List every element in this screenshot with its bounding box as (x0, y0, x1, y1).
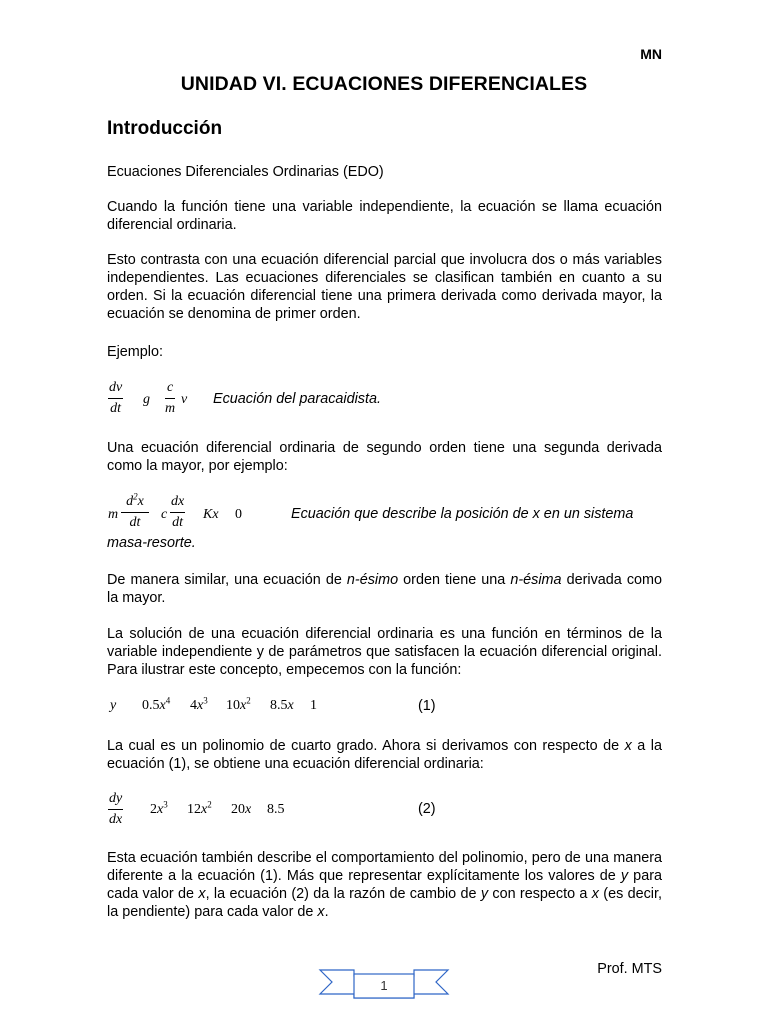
text-italic: x (591, 886, 599, 902)
fraction-denominator: m (165, 401, 176, 416)
fraction-denominator: dx (109, 812, 123, 827)
symbol-x: x (137, 494, 144, 509)
coefficient: 10 (226, 698, 240, 713)
fraction-denominator: dt (129, 515, 141, 530)
term-3 (226, 695, 251, 714)
fraction-dx-dt (170, 494, 185, 531)
symbol-x: x (245, 802, 252, 817)
fraction-numerator (121, 491, 149, 513)
section-heading: Introducción (107, 118, 223, 139)
paragraph-derivative (107, 737, 662, 773)
term-kx: Kx (203, 507, 219, 522)
symbol-x: x (159, 698, 166, 713)
exponent: 2 (246, 695, 251, 706)
text-run: La cual es un polinomio de cuarto grado. Ahora si derivamos con respecto de (107, 738, 625, 754)
label-text: Ecuación que describe la posición de (291, 506, 533, 522)
footer-author: Prof. MTS (597, 961, 662, 977)
coefficient: 8.5 (270, 698, 288, 713)
equation-parachutist-label: Ecuación del paracaidista. (213, 391, 381, 407)
text-run: (es decir, la pendiente) para cada valor de (107, 886, 662, 920)
text-run: . (324, 904, 329, 920)
text-italic: y (480, 886, 489, 902)
page-number: 1 (380, 978, 388, 993)
text-run: con respecto a (488, 886, 592, 902)
exponent: 3 (163, 799, 168, 810)
equation-mass-spring-label-cont: masa-resorte. (107, 535, 196, 551)
symbol-d: d (126, 494, 134, 509)
text-italic: n-ésima (510, 572, 562, 588)
paragraph-second-order: Una ecuación diferencial ordinaria de segundo orden tiene una segunda derivada como la mayor, por ejemplo: (107, 440, 662, 474)
coefficient: 2 (150, 802, 157, 817)
equation-2 (107, 791, 347, 835)
label-text: en un sistema (539, 506, 634, 522)
fraction-denominator: dt (110, 401, 122, 416)
exponent: 2 (133, 491, 138, 502)
paragraph-partial-contrast: Esto contrasta con una ecuación diferencial parcial que involucra dos o más variables independientes. Las ecuaciones diferenciales se clasifican también en cuanto a su orden. Si la ecuación diferencial tiene una primera derivada como derivada mayor, la ecuación se denomina de primer orden. (107, 252, 662, 322)
fraction-numerator: dy (108, 791, 123, 810)
text-run: para cada valor de (107, 868, 662, 902)
text-run: orden tiene una (398, 572, 511, 588)
symbol-v: v (181, 392, 188, 407)
equation-mass-spring-label (291, 506, 662, 522)
term-1 (142, 695, 171, 714)
paragraph-rate-of-change (107, 849, 662, 921)
text-run: De manera similar, una ecuación de (107, 572, 347, 588)
term-4 (270, 698, 294, 714)
text-italic: n-ésimo (346, 572, 399, 588)
coefficient: 20 (231, 802, 245, 817)
exponent: 3 (203, 695, 208, 706)
fraction-numerator: dv (108, 380, 123, 399)
term-3 (231, 802, 251, 818)
page-title: UNIDAD VI. ECUACIONES DIFERENCIALES (180, 73, 588, 95)
text-run: , la ecuación (2) da la razón de cambio de (205, 886, 481, 902)
symbol-x: x (157, 802, 164, 817)
fraction-c-m (165, 380, 175, 417)
paragraph-definition: Cuando la función tiene una variable independiente, la ecuación se llama ecuación diferencial ordinaria. (107, 199, 662, 233)
exponent: 2 (207, 799, 212, 810)
term-2 (187, 799, 212, 818)
paragraph-solution: La solución de una ecuación diferencial ordinaria es una función en términos de la variable independiente y de parámetros que satisfacen la ecuación diferencial original. Para ilustrar este concepto, empecemos con la función: (107, 626, 662, 678)
fraction-dv-dt (108, 380, 123, 417)
text-run: Esta ecuación también describe el comportamiento del polinomio, pero de una manera diferente a la ecuación (1). Más que representar explícitamente los valores de (107, 850, 662, 884)
text-italic: y (620, 868, 629, 884)
fraction-denominator: dt (172, 515, 184, 530)
symbol-m: m (108, 507, 119, 522)
text-italic: x (624, 738, 632, 754)
symbol-x: x (287, 698, 294, 713)
term-2 (190, 695, 208, 714)
symbol-x: x (197, 698, 204, 713)
term-zero: 0 (235, 507, 242, 522)
symbol-x: x (201, 802, 208, 817)
equation-mass-spring (107, 491, 277, 538)
paragraph-edo-heading: Ecuaciones Diferenciales Ordinarias (EDO) (107, 164, 384, 180)
symbol-g: g (143, 392, 150, 407)
exponent: 4 (165, 695, 171, 706)
text-run: derivada como la mayor. (107, 572, 663, 606)
equation-2-number: (2) (418, 801, 436, 817)
fraction-numerator: dx (170, 494, 185, 513)
symbol-x: x (240, 698, 247, 713)
term-1 (150, 799, 168, 818)
coefficient: 12 (187, 802, 201, 817)
label-variable: x (532, 506, 540, 522)
fraction-numerator: c (165, 380, 175, 399)
text-italic: x (198, 886, 206, 902)
coefficient: 0.5 (142, 698, 160, 713)
term-4: 8.5 (267, 802, 285, 817)
coefficient: 4 (190, 698, 197, 713)
symbol-y: y (110, 698, 117, 713)
text-run: a la ecuación (1), se obtiene una ecuación diferencial ordinaria: (107, 738, 662, 772)
term-5: 1 (310, 698, 317, 713)
fraction-dy-dx (108, 791, 123, 828)
header-initials: MN (640, 46, 662, 62)
paragraph-example-label: Ejemplo: (107, 344, 163, 360)
text-italic: x (317, 904, 325, 920)
paragraph-nth-order (107, 571, 662, 607)
fraction-d2x-dt2 (121, 491, 149, 531)
symbol-c: c (161, 507, 168, 522)
equation-1 (110, 695, 350, 718)
equation-1-number: (1) (418, 698, 436, 714)
